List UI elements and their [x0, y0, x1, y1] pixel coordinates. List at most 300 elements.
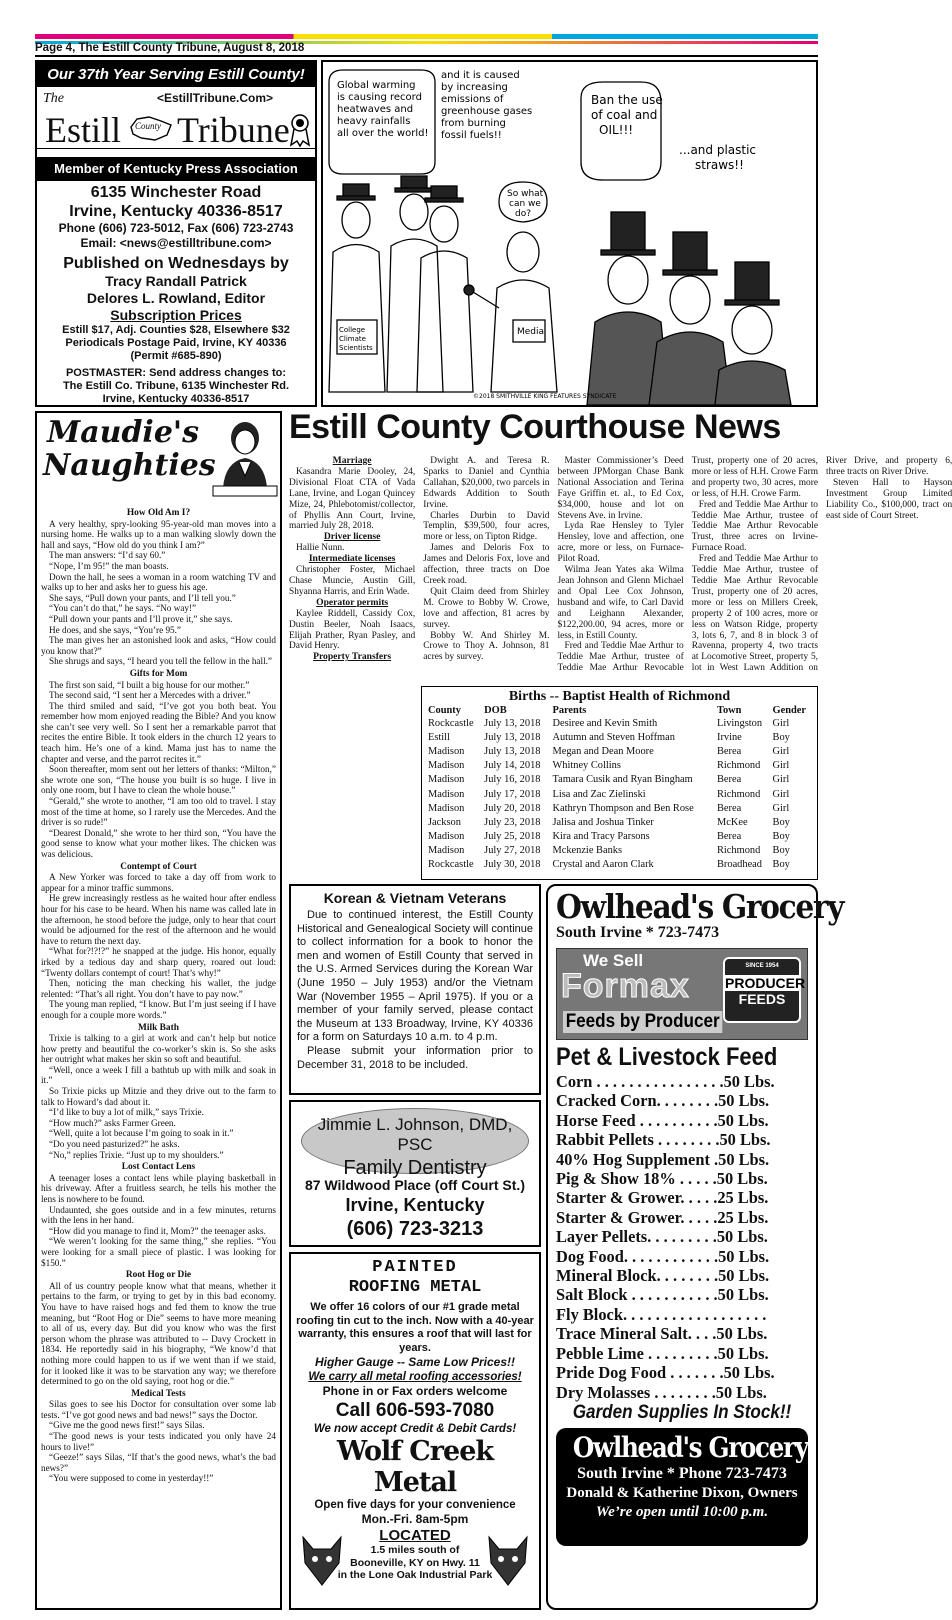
maudie-paragraph: A very healthy, spry-looking 95-year-old man moves into a nursing home. He walks up to a man walking slowly down the hall and says, “How old do you think I am?”	[41, 518, 276, 550]
address-line2: Irvine, Kentucky 40336-8517	[69, 203, 283, 220]
births-row	[426, 858, 813, 872]
maudie-paragraph: “Gerald,” she wrote to another, “I am too old to travel. I stay most of the time at home, so I rarely use the Mercedes. And the driver is so rude!”	[41, 796, 276, 828]
births-cell: Megan and Dean Moore	[552, 745, 654, 757]
roofing-body: We offer 16 colors of our #1 grade metal roofing tin cut to the inch. Now with a 40-year warranty, this ensures a roof that will last for years.	[296, 1301, 534, 1354]
maudie-paragraph: “Well, quite a lot because I’m going to soak in it.”	[49, 1128, 234, 1139]
feed-item-size: 25 Lbs.	[717, 1207, 769, 1227]
veterans-paragraph1: Due to continued interest, the Estill County Historical and Genealogical Society will continue to collect information for a book to honor the men and women of Estill County that served in the U.S. Armed Services during the Korean War (June 1950 – July 1953) and/or the Vietnam War (November 1955 – April 1975). If you or a member of your family served, please contact the Museum at 133 Broadway, Irvine, KY 40336 for a form on Saturdays 10 a.m. to 4 p.m.	[297, 909, 534, 1044]
maudie-header	[41, 416, 276, 506]
births-cell: Rockcastle	[428, 859, 474, 871]
bubble1-text: Global warming is causing record heatwaves and heavy rainfalls all over the world!	[337, 80, 429, 139]
roofing-located: LOCATED	[379, 1527, 451, 1544]
feed-item-size: 50 Lbs.	[718, 1091, 770, 1111]
births-cell: Jalisa and Joshua Tinker	[552, 816, 654, 828]
feed-item-size: 50 Lbs.	[718, 1149, 770, 1169]
births-cell: Livingston	[716, 717, 763, 729]
maudie-paragraph: “Geeze!” says Silas, “If that’s the good news, what’s the bad news?”	[41, 1452, 276, 1473]
feed-item-name: Corn	[556, 1072, 593, 1091]
courthouse-paragraph: Fred and Teddie Mae Arthur to Teddie Mae Arthur, trustee of Teddie Mae Arthur Revocable Trust, property one of 20 acres, more or less of H.H. Crowe Farm and property two, 30 acres, more or less, of H.H. Crowe Farm.	[557, 456, 818, 674]
courthouse-section-heading: Intermediate licenses	[308, 553, 396, 565]
births-column-header: Town	[716, 705, 742, 716]
grocery-owners: Donald & Katherine Dixon, Owners	[566, 1484, 798, 1501]
feed-item-dots: . . . . . . . .	[656, 1091, 719, 1111]
feed-item-name: Dog Food	[556, 1246, 624, 1266]
births-cell: Tamara Cusik and Ryan Bingham	[552, 774, 693, 786]
births-cell: Madison	[428, 802, 465, 814]
births-cell: Richmond	[716, 845, 761, 857]
permit-line: (Permit #685-890)	[130, 350, 222, 362]
births-cell: Rockcastle	[428, 717, 474, 729]
births-table	[426, 705, 813, 872]
births-cell: Madison	[428, 760, 465, 772]
feed-item	[556, 1344, 808, 1363]
feed-item	[556, 1363, 808, 1382]
roofing-cards: We now accept Credit & Debit Cards!	[313, 1423, 517, 1435]
births-row	[426, 801, 813, 815]
births-cell: Berea	[716, 774, 742, 786]
roofing-company: Wolf Creek Metal	[336, 1436, 494, 1498]
courthouse-paragraph: Master Commissioner’s Deed between JPMorgan Chase Bank National Association and Terina Faye Griffin et. al., to Ed Cox, $34,000, house and lot on Stevens Ave. in Irvine.	[557, 456, 684, 521]
feed-item-size: 50 Lbs.	[723, 1363, 775, 1383]
courthouse-paragraph: Dwight A. and Teresa R. Sparks to Daniel and Cynthia Callahan, $20,000, two parcels in Edwards Addition to South Irvine.	[423, 456, 550, 510]
births-row	[426, 844, 813, 858]
pet-livestock-title: Pet & Livestock Feed	[556, 1043, 778, 1071]
roofing-title1: PAINTED	[372, 1258, 458, 1277]
logo-estill: Estill	[45, 110, 122, 150]
formax-logo: Formax	[561, 967, 690, 1005]
periodicals-line: Periodicals Postage Paid, Irvine, KY 40336	[65, 337, 287, 349]
feeds-by-producer: Feeds by Producer	[563, 1011, 722, 1033]
births-cell: Kira and Tracy Parsons	[552, 831, 650, 843]
courthouse-section-heading: Marriage	[332, 455, 372, 466]
births-cell: July 23, 2018	[484, 816, 541, 828]
courthouse-paragraph: James and Deloris Fox to James and Deloris Fox, love and affection, three tracts on Doe Creek road.	[423, 543, 550, 586]
feed-item-name: Starter & Grower	[556, 1207, 681, 1227]
births-row	[426, 815, 813, 829]
maudie-section-heading: Gifts for Mom	[129, 668, 188, 679]
maudie-section-heading: Lost Contact Lens	[121, 1162, 196, 1173]
logo-county: County	[135, 121, 161, 131]
births-cell: Madison	[428, 788, 465, 800]
feed-item	[556, 1285, 808, 1304]
maudie-title1: Maudie's	[47, 415, 199, 450]
maudie-paragraph: “We weren’t looking for the same thing,” she replies. “You were looking for a small piece of plastic. I was looking for $150.”	[41, 1236, 276, 1268]
courthouse-paragraph: Charles Durbin to David Templin, $39,500, four acres, more or less, on Tipton Ridge.	[423, 510, 550, 543]
veterans-paragraph2: Please submit your information prior to December 31, 2018 to be included.	[297, 1044, 533, 1071]
veterans-notice	[289, 884, 541, 1095]
feed-item-name: Salt Block	[556, 1285, 628, 1305]
maudie-paragraph: “No,” replies Trixie. “Just up to my shoulders.”	[49, 1149, 224, 1160]
feed-item-dots: . . . . . . . . .	[647, 1227, 717, 1247]
maudie-paragraph: “Well, once a week I fill a bathtub up with milk and soak in it.”	[41, 1064, 276, 1086]
feed-item	[556, 1091, 808, 1110]
feed-item-dots: . . . . . . . .	[656, 1266, 719, 1286]
logo-the: The	[43, 91, 64, 106]
feed-item	[556, 1383, 808, 1402]
births-cell: July 30, 2018	[484, 859, 541, 871]
feed-item-name: Pride Dog Food	[556, 1363, 667, 1383]
courthouse-paragraph: Christopher Foster, Michael Chase Muncie, Austin Gill, Shyanna Harris, and Erin Wade.	[289, 565, 416, 597]
births-cell: July 25, 2018	[484, 831, 541, 843]
masthead	[35, 60, 317, 407]
formax-banner	[556, 948, 808, 1040]
maudie-paragraph: The man answers: “I’d say 60.”	[49, 550, 166, 561]
births-row	[426, 830, 813, 844]
feed-item	[556, 1169, 808, 1188]
courthouse-section-heading: Property Transfers	[313, 651, 392, 663]
owlheads-grocery-ad	[546, 884, 844, 1610]
grocery-phone[interactable]: South Irvine * Phone 723-7473	[577, 1464, 787, 1482]
feed-item	[556, 1266, 808, 1285]
maudie-paragraph: A New Yorker was forced to take a day off from work to appear for a minor traffic summons.	[41, 872, 276, 893]
editorial-cartoon	[321, 60, 818, 407]
subscription-title: Subscription Prices	[110, 307, 242, 323]
feed-item-name: Cracked Corn	[556, 1091, 657, 1111]
maudie-paragraph: “How much?” asks Farmer Green.	[49, 1117, 176, 1128]
grocery-footer	[556, 1428, 808, 1546]
births-cell: July 16, 2018	[484, 774, 541, 786]
feed-item	[556, 1072, 808, 1091]
feed-item-dots: . . . . . . . .	[650, 1382, 716, 1402]
births-cell: Madison	[428, 831, 465, 843]
feed-item	[556, 1130, 808, 1149]
kpa-banner: Member of Kentucky Press Association	[37, 157, 315, 181]
maudie-paragraph: The third smiled and said, “I’ve got you both beat. You remember how mom enjoyed reading the Bible? And you know she can’t see very well. So I sent her a remarkable parrot that recites the entire Bible. It took elders in the church 12 years to teach him. He’s one of a kind. Mama just has to name the chapter and verse, and the parrot recites it.”	[41, 700, 276, 764]
feed-item-name: Rabbit Pellets	[556, 1130, 654, 1150]
feed-item-name: Mineral Block	[556, 1266, 657, 1286]
feed-item	[556, 1188, 808, 1207]
maudie-section-heading: How Old Am I?	[126, 508, 191, 518]
masthead-slogan: Our 37th Year Serving Estill County!	[37, 62, 315, 87]
births-cell: Berea	[716, 831, 742, 843]
births-cell: Boy	[772, 816, 790, 828]
roofing-phone-fax: Phone in or Fax orders welcome	[322, 1384, 508, 1398]
feed-item-dots: . . . . . . .	[666, 1363, 724, 1383]
roofing-loc3: in the Lone Oak Industrial Park	[337, 1569, 493, 1581]
births-cell: Whitney Collins	[552, 760, 621, 772]
births-cell: July 13, 2018	[484, 731, 541, 743]
label-college: College Climate Scientists	[339, 326, 373, 352]
maudie-paragraph: Trixie is talking to a girl at work and can’t help but notice how pretty and beautiful the co-worker’s skin is. So she asks her outright what makes her skin so soft and beautiful.	[41, 1033, 276, 1065]
births-cell: Madison	[428, 845, 465, 857]
cartoon-drawing	[323, 62, 816, 405]
feed-item-size: 50 Lbs.	[718, 1246, 770, 1266]
maudie-paragraph: “What for?!?!?” he snapped at the judge. His honor, equally irked by a tedious day and sharp query, roared out loud: “Twenty dollars contempt of court! That’s why!”	[41, 946, 276, 978]
maudie-paragraph: She shrugs and says, “I heard you tell the fellow in the hall.”	[49, 656, 272, 667]
roofing-loc1: 1.5 miles south of	[370, 1544, 460, 1556]
births-box	[421, 686, 818, 880]
veterans-title: Korean & Vietnam Veterans	[323, 890, 507, 906]
births-row	[426, 744, 813, 758]
we-sell-text: We Sell	[583, 951, 644, 970]
births-cell: Autumn and Steven Hoffman	[552, 731, 675, 743]
maudies-naughties-column	[35, 411, 282, 1610]
feed-item-size: 50 Lbs.	[718, 1266, 770, 1286]
grocery-hours: We’re open until 10:00 p.m.	[595, 1503, 769, 1520]
maudie-section-heading: Milk Bath	[138, 1022, 179, 1033]
births-cell: Girl	[772, 774, 790, 786]
feed-item-size: 50 Lbs.	[717, 1343, 769, 1363]
color-bar-top	[35, 34, 818, 39]
births-row	[426, 787, 813, 801]
births-column-header: DOB	[484, 705, 507, 716]
producer-feeds-logo: SINCE 1954 PRODUCER FEEDS	[723, 957, 801, 1023]
award-ribbon-icon	[289, 113, 311, 147]
maudie-paragraph: “Pull down your pants and I’ll prove it,” she says.	[49, 613, 233, 624]
email-line[interactable]: Email: <news@estilltribune.com>	[80, 236, 272, 250]
births-cell: Mckenzie Banks	[552, 845, 623, 857]
roofing-title2: ROOFING METAL	[348, 1278, 482, 1297]
courthouse-section-heading: Driver license	[323, 531, 381, 543]
courthouse-paragraph: Bobby W. And Shirley M. Crowe to Thoy A. Johnson, 81 acres by survey.	[423, 630, 550, 663]
maudie-paragraph: “I’d like to buy a lot of milk,” says Trixie.	[49, 1107, 204, 1118]
births-cell: Lisa and Zac Zielinski	[552, 788, 646, 800]
maudie-paragraph: “Do you need pasturized?” he asks.	[49, 1139, 180, 1150]
births-cell: Madison	[428, 774, 465, 786]
courthouse-paragraph: Wilma Jean Yates aka Wilma Jean Johnson and Glenn Michael and Opal Lee Cox Johnson, husband and wife, to Carl David and Leighann Alexander, $122,200.00, 94 acres, more or less, in Estill County.	[557, 565, 684, 641]
address-line1: 6135 Winchester Road	[90, 184, 262, 201]
maudie-paragraph: So Trixie picks up Mitzie and they drive out to the farm to talk to Howard’s dad about it.	[41, 1086, 276, 1107]
label-media: Media	[517, 327, 545, 337]
bubble4-text: Ban the use of coal and OIL!!!	[591, 93, 663, 137]
births-cell: July 13, 2018	[484, 717, 541, 729]
maudie-paragraph: Then, noticing the man checking his wallet, the judge relented: “That’s all right. You don’t have to pay now.”	[41, 978, 276, 999]
courthouse-paragraph: Kasandra Marie Dooley, 24, Divisional Float CTA of Vada Lane, Irvine, and Logan Quincey Mize, 24, Phlebotomist/collector, of Phyllis Ann Court, Irvine, married July 28, 2018.	[289, 466, 416, 532]
maudie-paragraph: The young man replied, “I know. But I’m just seeing if I have enough for a couple more words.”	[41, 999, 276, 1020]
maudie-paragraph: “How did you manage to find it, Mom?” the teenager asks.	[49, 1225, 266, 1236]
bubble5-text: ...and plastic straws!!	[679, 143, 757, 172]
dentist-address: 87 Wildwood Place (off Court St.)	[305, 1177, 525, 1193]
births-column-header: Gender	[772, 705, 806, 716]
grocery-subtitle: South Irvine * 723-7473	[556, 924, 720, 941]
courthouse-body	[289, 455, 952, 684]
courthouse-section-heading: Operator permits	[316, 596, 389, 608]
feed-item-dots: . . . . . . . . . . .	[627, 1285, 718, 1305]
births-title: Births -- Baptist Health of Richmond	[508, 689, 731, 704]
maudie-paragraph: The man gives her an astonished look and asks, “How could you know that?”	[41, 635, 276, 656]
courthouse-paragraph: Fred and Teddie Mae Arthur to Teddie Mae Arthur, trustee of Teddie Mae Arthur Revocable Trust, three acres on Irvine-Furnace Road.	[691, 499, 818, 554]
births-cell: Girl	[772, 788, 790, 800]
feed-item-dots: . . . . . . . . . . . .	[623, 1246, 719, 1266]
births-cell: McKee	[716, 816, 748, 828]
births-row	[426, 759, 813, 773]
tribune-logo	[37, 87, 315, 149]
dentist-practice: Family Dentistry	[343, 1157, 487, 1179]
maudie-body	[41, 508, 276, 1484]
feed-item	[556, 1111, 808, 1130]
births-cell: Kathryn Thompson and Ben Rose	[552, 802, 694, 814]
births-cell: Girl	[772, 760, 790, 772]
maudie-title2: Naughties	[43, 448, 216, 483]
births-cell: Broadhead	[716, 859, 762, 871]
wolf-left-icon	[297, 1529, 347, 1589]
roofing-location-area	[295, 1527, 535, 1595]
feed-item-size: 50 Lbs.	[717, 1110, 769, 1130]
births-cell: Desiree and Kevin Smith	[552, 717, 658, 729]
feed-item-name: 40% Hog Supplement	[556, 1149, 710, 1169]
garden-supplies: Garden Supplies In Stock!!	[572, 1401, 792, 1423]
feed-item-dots: . . . . .	[680, 1207, 718, 1227]
maudie-paragraph: Undaunted, she goes outside and in a few minutes, returns with the lens in her hand.	[41, 1204, 276, 1226]
published-line: Published on Wednesdays by	[63, 255, 289, 272]
dentist-oval	[301, 1108, 529, 1179]
feed-item	[556, 1150, 808, 1169]
wolf-right-icon	[483, 1529, 533, 1589]
births-cell: July 17, 2018	[484, 788, 541, 800]
feed-item-name: Starter & Grower	[556, 1188, 681, 1208]
maudie-paragraph: Down the hall, he sees a woman in a room watching TV and walks up to her and asks her to guess his age.	[41, 571, 276, 593]
roofing-call[interactable]: Call 606-593-7080	[335, 1400, 495, 1421]
maudie-paragraph: “The good news is your tests indicated you only have 24 hours to live!”	[41, 1431, 276, 1452]
births-column-header: Parents	[552, 705, 587, 716]
births-cell: Boy	[772, 831, 790, 843]
feed-item-dots: . . . .	[687, 1324, 717, 1344]
feed-price-list	[556, 1072, 808, 1402]
feed-item-dots: . . . . .	[675, 1169, 717, 1189]
feed-item-dots: .	[709, 1149, 719, 1169]
births-cell: Girl	[772, 802, 790, 814]
feed-item-name: Pig & Show 18%	[556, 1169, 676, 1189]
phone-line: Phone (606) 723-5012, Fax (606) 723-2743	[58, 221, 294, 235]
births-row	[426, 716, 813, 730]
maudie-paragraph: “You were supposed to come in yesterday!!”	[49, 1473, 214, 1484]
grocery-name-footer: Owlhead's Grocery	[572, 1430, 808, 1464]
feed-item-size: 50 Lbs.	[716, 1227, 768, 1247]
roofing-hours: Mon.-Fri. 8am-5pm	[361, 1512, 469, 1526]
births-cell: Jackson	[428, 816, 461, 828]
births-cell: July 13, 2018	[484, 745, 541, 757]
maudie-section-heading: Contempt of Court	[120, 861, 197, 872]
feed-item-size: 50 Lbs.	[716, 1324, 768, 1344]
publisher-name: Tracy Randall Patrick	[105, 273, 247, 289]
dentist-ad	[289, 1100, 541, 1247]
maudie-paragraph: “Give me the good news first!” says Silas.	[49, 1420, 205, 1431]
masthead-info	[37, 181, 315, 408]
courthouse-paragraph: Kaylee Riddell, Cassidy Cox, Dustin Beeler, Noah Isaacs, Elijah Prather, Ryan Pasley, and David Henry.	[289, 608, 416, 652]
roofing-ad	[289, 1252, 541, 1610]
maudie-paragraph: “Dearest Donald,” she wrote to her third son, “You have the good sense to know what your mother likes. The chicken was was delicious.	[41, 827, 276, 859]
feed-item-name: Trace Mineral Salt	[556, 1324, 688, 1344]
births-cell: Irvine	[716, 731, 742, 743]
courthouse-paragraph: Steven Hall to Hayson Investment Group Limited Liability Co., $100,000, tract on east side of Court Street.	[826, 477, 952, 521]
maudie-paragraph: “You can’t do that,” he says. “No way!”	[49, 603, 197, 614]
feed-item-size: 50 Lbs.	[717, 1285, 769, 1305]
feed-item-dots: . . . . . . . . . . . . . . . . . .	[622, 1304, 767, 1324]
courthouse-paragraph: Lyda Rae Hensley to Tyler Hensley, love and affection, one acre, more or less, on Furnace-Pilot Road.	[557, 521, 684, 565]
feed-item-size: 50 Lbs.	[716, 1169, 768, 1189]
header-rule	[35, 55, 818, 57]
feed-item-size: 50 Lbs.	[715, 1382, 767, 1402]
feed-item-dots: . . . . . . . . . .	[635, 1110, 718, 1130]
births-cell: Boy	[772, 859, 790, 871]
editor-name: Delores L. Rowland, Editor	[86, 290, 266, 306]
maudie-paragraph: All of us country people know what that means, whether it pertains to the farm, or trying to get by in this bad economy. You have to have raised hogs and fed them to know the true meaning, but “Root Hog or Die” seems to have more meaning to all of us, every day. But did you know who was the first person whom the phrase was attributed to -- Davy Crockett in 1834. He reportedly said in his biography, “We know’d that nothing more could happen to us if we went than if we staid, for it looked like it was to be starvation any way; we therefore determined to go on the old saying, root hog or die.”	[41, 1280, 276, 1387]
bubble2-text: and it is caused by increasing emissions of greenhouse gases from burning fossil fuels!!	[441, 70, 533, 141]
feed-item-size: 25 Lbs.	[717, 1188, 769, 1208]
maudie-paragraph: “Nope, I’m 95!” the man boasts.	[49, 560, 169, 571]
maudie-section-heading: Medical Tests	[131, 1388, 186, 1399]
feed-item-size: 50 Lbs.	[723, 1072, 775, 1091]
births-cell: Richmond	[716, 788, 761, 800]
feed-item-name: Fly Block	[556, 1304, 623, 1324]
courthouse-paragraph: Quit Claim deed from Shirley M. Crowe to Bobby W. Crowe, love and affection, 81 acres by survey.	[423, 586, 550, 630]
births-cell: July 14, 2018	[484, 760, 541, 772]
maudie-paragraph: The second said, “I sent her a Mercedes with a driver.”	[49, 690, 251, 701]
births-cell: Boy	[772, 731, 790, 743]
feed-item	[556, 1227, 808, 1246]
feed-item-dots: . . . . . . . . .	[643, 1343, 718, 1363]
births-cell: Boy	[772, 845, 790, 857]
births-cell: July 27, 2018	[484, 845, 541, 857]
feed-item	[556, 1208, 808, 1227]
feed-item	[556, 1324, 808, 1343]
maudie-paragraph: She says, “Pull down your pants, and I’ll tell you.”	[49, 592, 236, 603]
feed-item	[556, 1305, 808, 1324]
grocery-name: Owlhead's Grocery	[556, 887, 844, 926]
births-row	[426, 773, 813, 787]
feed-item-name: Dry Molasses	[556, 1382, 651, 1402]
maudie-paragraph: Silas goes to see his Doctor for consultation over some lab tests. “I’ve got good news and bad news!” says the Doctor.	[41, 1399, 276, 1420]
dentist-name: Jimmie L. Johnson, DMD, PSC	[317, 1115, 513, 1154]
births-cell: Crystal and Aaron Clark	[552, 859, 654, 871]
logo-tribune: Tribune	[177, 110, 290, 150]
postmaster-line2: The Estill Co. Tribune, 6135 Winchester Rd.	[62, 380, 290, 392]
logo-website[interactable]: <EstillTribune.Com>	[157, 91, 274, 105]
courthouse-paragraph: Fred and Teddie Mae Arthur to Teddie Mae Arthur, trustee of Teddie Mae Arthur Revocable Trust, property one of 20 acres, more or less on Millers Creek, property 2 of 100 acres, more or less on Watson Ridge, property 3, lots 6, 7, and 8 in block 3 of Ravenna, property 4, two tracts at Locomotive Street, property 5, lot in West Lawn Addition on River Drive, and property 6, three tracts on River Drive.	[691, 456, 952, 674]
feed-item-name: Layer Pellets	[556, 1227, 648, 1247]
births-cell: Girl	[772, 745, 790, 757]
cartoon-credit: ©2018 SMITHVILLE KING FEATURES SYNDICATE	[473, 393, 617, 400]
feed-item-dots: . . . . .	[680, 1188, 718, 1208]
roofing-gauge: Higher Gauge -- Same Low Prices!!	[314, 1355, 516, 1369]
courthouse-title: Estill County Courthouse News	[289, 408, 781, 446]
dentist-city: Irvine, Kentucky	[345, 1195, 485, 1215]
births-cell: Berea	[716, 802, 742, 814]
feed-item-dots: . . . . . . . .	[653, 1130, 720, 1150]
maudie-paragraph: He does, and she says, “You’re 95.”	[49, 624, 182, 635]
courthouse-paragraph: Hallie Nunn.	[296, 543, 345, 554]
births-column-header: County	[428, 705, 461, 716]
postmaster-line3: Irvine, Kentucky 40336-8517	[102, 393, 250, 405]
feed-item-name: Horse Feed	[556, 1110, 636, 1130]
feed-item	[556, 1247, 808, 1266]
births-cell: Berea	[716, 745, 742, 757]
page-header: Page 4, The Estill County Tribune, August 8, 2018	[35, 42, 305, 54]
births-header-row	[426, 705, 813, 716]
births-row	[426, 730, 813, 744]
feed-item-dots: . . . . . . . . . . . . . . . .	[592, 1072, 724, 1091]
births-cell: Madison	[428, 745, 465, 757]
subscription-prices: Estill $17, Adj. Counties $28, Elsewhere $32	[62, 324, 290, 336]
roofing-open: Open five days for your convenience	[314, 1499, 516, 1511]
maudie-paragraph: A teenager loses a contact lens while playing basketball in his driveway. After a fruitless search, he tells his mother the lens is nowhere to be found.	[41, 1172, 276, 1204]
roofing-loc2: Booneville, KY on Hwy. 11	[350, 1556, 480, 1569]
maudie-paragraph: He grew increasingly restless as he waited hour after endless hour for his case to be heard. When his name was called late in the afternoon, he stood before the judge, only to hear that court would be adjourned for the rest of the afternoon and he would have to return the next day.	[41, 893, 276, 946]
postmaster-line1: POSTMASTER: Send address changes to:	[65, 367, 287, 379]
feed-item-name: Pebble Lime	[556, 1343, 644, 1363]
feed-item-size: 50 Lbs.	[719, 1130, 771, 1150]
births-cell: Estill	[428, 731, 450, 743]
maudie-paragraph: Soon thereafter, mom sent out her letters of thanks: “Milton,” she wrote one son, “The house you built is so huge. I live in only one room, but I have to clean the whole house.”	[41, 764, 276, 796]
births-cell: Girl	[772, 717, 790, 729]
bubble3-text: So what can we do?	[507, 189, 544, 219]
maudie-paragraph: The first son said, “I built a big house for our mother.”	[49, 679, 250, 690]
maudie-section-heading: Root Hog or Die	[125, 1270, 192, 1281]
dentist-phone[interactable]: (606) 723-3213	[346, 1218, 484, 1240]
roofing-accessories: We carry all metal roofing accessories!	[308, 1371, 522, 1383]
births-cell: July 20, 2018	[484, 802, 541, 814]
births-cell: Richmond	[716, 760, 761, 772]
